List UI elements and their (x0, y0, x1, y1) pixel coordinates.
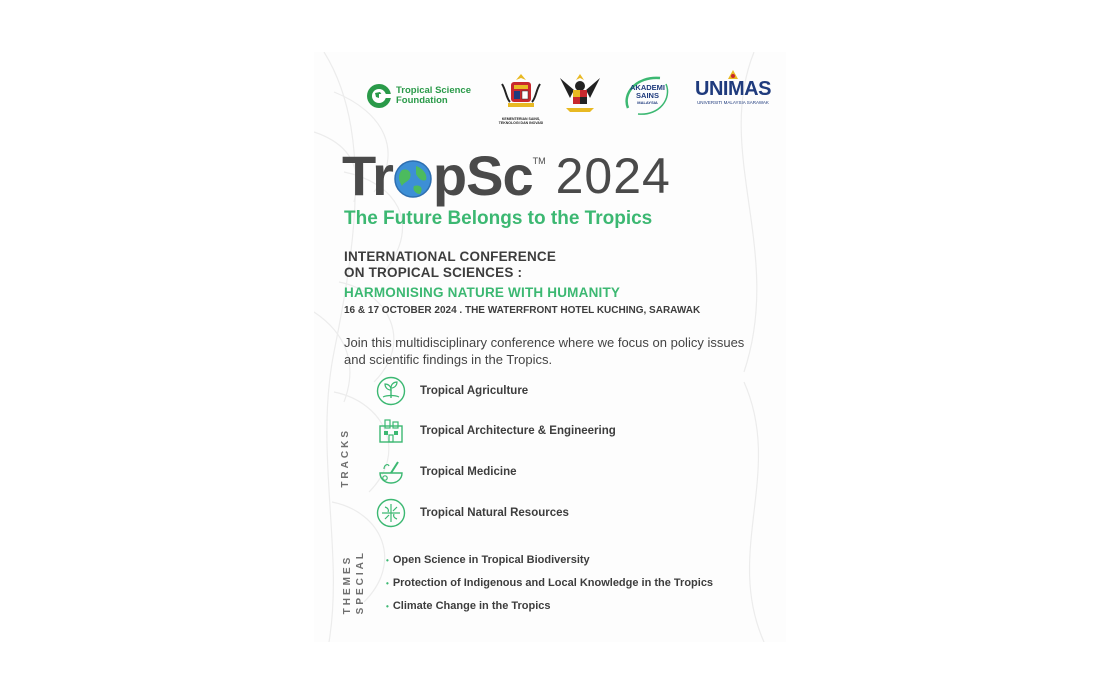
conference-line2: ON TROPICAL SCIENCES : (344, 265, 523, 280)
unimas-wordmark: UNIMAS (695, 78, 771, 100)
sprout-icon (376, 376, 406, 406)
date-venue: 16 & 17 OCTOBER 2024 . THE WATERFRONT HOTEL KUCHING, SARAWAK (344, 305, 701, 316)
special-themes-side-label (342, 550, 366, 614)
tsf-name-line1: Tropical Science (396, 85, 471, 96)
tropical-science-foundation-logo (366, 80, 486, 112)
unimas-logo (689, 70, 777, 112)
theme-label: Open Science in Tropical Biodiversity (392, 554, 590, 566)
akademi-sains-malaysia-logo (620, 72, 674, 120)
special-label-line1: SPECIAL (355, 550, 366, 615)
akademi-line3: MALAYSIA (637, 100, 658, 105)
track-item-medicine (376, 456, 517, 488)
building-icon (376, 416, 406, 446)
track-item-natural-resources (376, 497, 569, 529)
track-item-agriculture (376, 375, 528, 407)
title-part2: pSc (432, 144, 533, 207)
akademi-line1: AKADEMI (630, 83, 665, 92)
track-label: Tropical Architecture & Engineering (420, 425, 616, 437)
theme-label: Protection of Indigenous and Local Knowledge in the Tropics (392, 577, 714, 589)
akademi-line2: SAINS (636, 91, 659, 100)
tracks-side-label: TRACKS (340, 428, 351, 488)
trademark-mark: TM (532, 156, 546, 166)
tagline: The Future Belongs to the Tropics (344, 208, 653, 229)
malaysia-crest-icon (496, 70, 546, 112)
track-item-architecture (376, 415, 616, 447)
kementerian-label: KEMENTERIAN SAINS, TEKNOLOGI DAN INOVASI (498, 117, 544, 125)
theme-item-indigenous-knowledge (386, 577, 713, 589)
theme-label: Climate Change in the Tropics (392, 600, 551, 612)
title-part1: Tr (342, 144, 393, 207)
title-year: 2024 (555, 148, 671, 204)
leaf-circle-icon (376, 498, 406, 528)
track-label: Tropical Medicine (420, 466, 517, 478)
tsf-name-line2: Foundation (396, 95, 448, 106)
conference-name (344, 249, 556, 281)
track-label: Tropical Agriculture (420, 385, 529, 397)
tsf-globe-icon (366, 83, 392, 109)
conference-poster (314, 52, 786, 642)
bullet-icon: • (386, 579, 389, 588)
sarawak-crest-logo (556, 68, 604, 118)
unimas-subtitle: UNIVERSITI MALAYSIA SARAWAK (697, 100, 769, 105)
bullet-icon: • (386, 602, 389, 611)
theme-item-open-science (386, 554, 590, 566)
special-label-line2: THEMES (342, 554, 353, 615)
bullet-icon: • (386, 556, 389, 565)
mortar-pestle-icon (376, 457, 406, 487)
globe-icon (394, 160, 432, 198)
track-label: Tropical Natural Resources (420, 507, 569, 519)
kementerian-crest-logo (496, 70, 546, 125)
conference-line1: INTERNATIONAL CONFERENCE (344, 249, 557, 264)
tropsc-title (342, 144, 671, 214)
conference-theme: HARMONISING NATURE WITH HUMANITY (344, 285, 621, 300)
theme-item-climate-change (386, 600, 551, 612)
hornbill-crest-icon (556, 68, 604, 118)
intro-text: Join this multidisciplinary conference where we focus on policy issues and scientific findings in the Tropics. (344, 335, 745, 367)
